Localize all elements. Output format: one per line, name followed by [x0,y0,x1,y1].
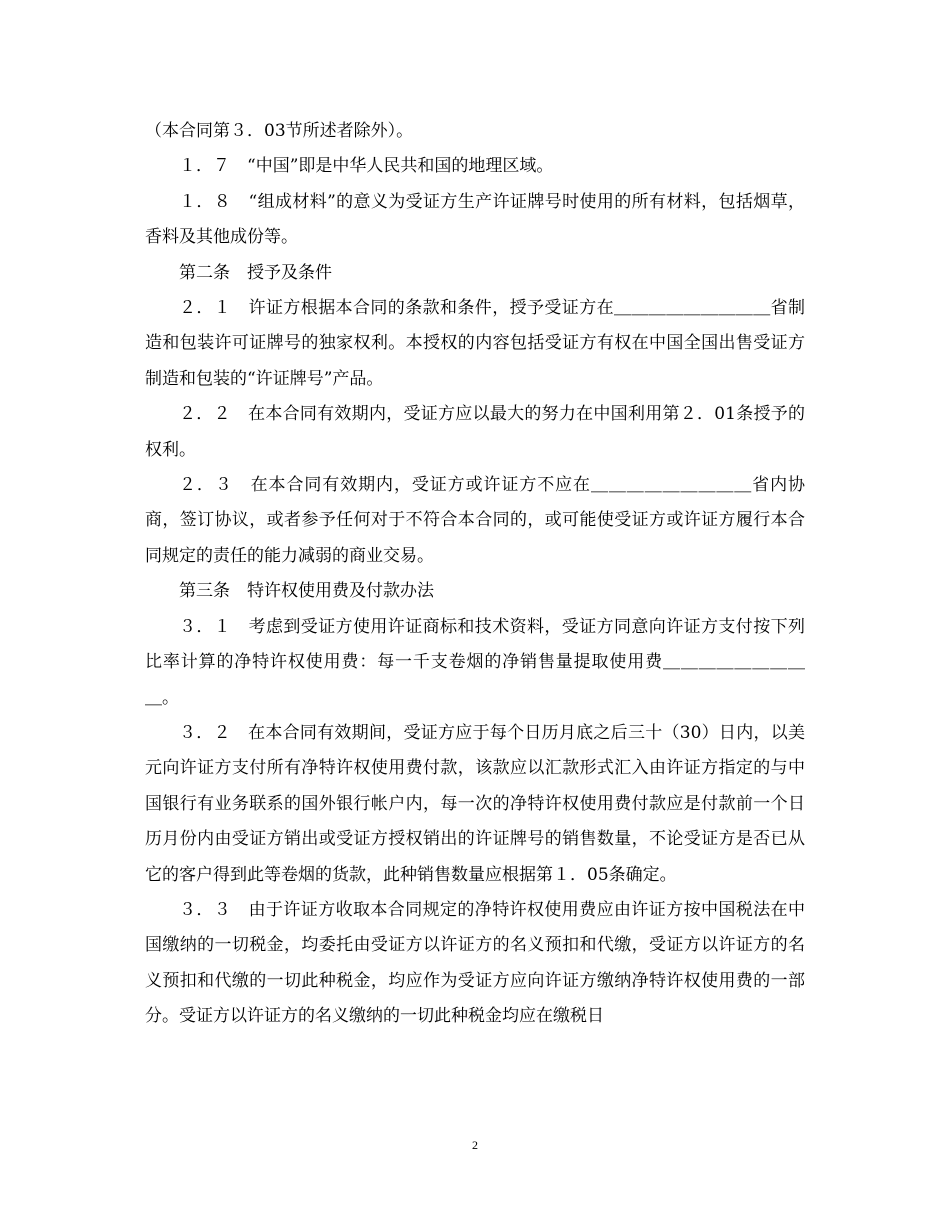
clause-3-1: ３．１ 考虑到受证方使用许证商标和技术资料，受证方同意向许证方支付按下列比率计算的净特许权使用费：每一千支卷烟的净销售量提取使用费＿＿＿＿＿＿＿＿＿。 [145,616,805,708]
clause-2-2: ２．２ 在本合同有效期内，受证方应以最大的努力在中国利用第２．01条授予的权利。 [145,404,805,460]
paragraph-continuation: （本合同第３．03节所述者除外）。 [145,121,414,141]
clause-2-1: ２．１ 许证方根据本合同的条款和条件，授予受证方在＿＿＿＿＿＿＿＿＿省制造和包装许可证牌号的独家权利。本授权的内容包括受证方有权在中国全国出售受证方制造和包装的“许证牌号”产品。 [145,298,805,389]
contract-body [145,114,805,1035]
clause-2-3: ２．３ 在本合同有效期内，受证方或许证方不应在＿＿＿＿＿＿＿＿＿省内协商，签订协议，或者参予任何对于不符合本合同的，或可能使受证方或许证方履行本合同规定的责任的能力减弱的商业交易。 [145,475,805,566]
article-3-heading: 第三条 特许权使用费及付款办法 [179,581,434,602]
article-2-heading: 第二条 授予及条件 [179,262,332,283]
clause-3-3: ３．３ 由于许证方收取本合同规定的净特许权使用费应由许证方按中国税法在中国缴纳的一切税金，均委托由受证方以许证方的名义预扣和代缴，受证方以许证方的名义预扣和代缴的一切此种税金，均应作为受证方应向许证方缴纳净特许权使用费的一部分。受证方以许证方的名义缴纳的一切此种税金均应在缴税日 [145,899,805,1027]
clause-1-7: １．７ “中国”即是中华人民共和国的地理区域。 [179,156,554,177]
clause-1-8: １．８ “组成材料”的意义为受证方生产许证牌号时使用的所有材料，包括烟草，香料及其他成份等。 [145,191,805,248]
clause-3-2: ３．２ 在本合同有效期间，受证方应于每个日历月底之后三十（30）日内，以美元向许证方支付所有净特许权使用费付款，该款应以汇款形式汇入由许证方指定的与中国银行有业务联系的国外银行帐户内，每一次的净特许权使用费付款应是付款前一个日历月份内由受证方销出或受证方授权销出的许证牌号的销售数量，不论受证方是否已从它的客户得到此等卷烟的货款，此种销售数量应根据第１．05条确定。 [145,722,805,885]
page-number: 2 [472,1138,478,1152]
